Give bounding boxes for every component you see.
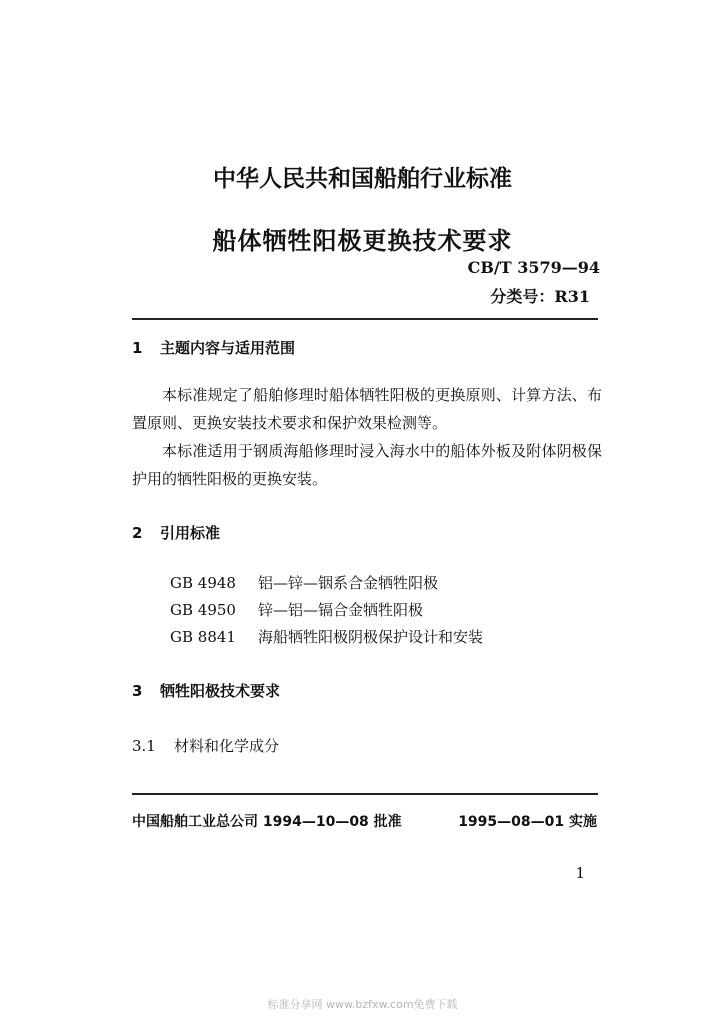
watermark-text: 标准分享网 www.bzfxw.com免费下载 (267, 998, 458, 1011)
section-2-heading (132, 522, 220, 543)
reference-item (170, 599, 423, 620)
reference-item (170, 626, 483, 647)
reference-code: GB 4948 (170, 574, 236, 592)
reference-code: GB 4950 (170, 601, 236, 619)
paragraph: 本标准规定了船舶修理时船体牺牲阳极的更换原则、计算方法、布置原则、更换安装技术要求和保护效果检测等。 (132, 386, 602, 432)
reference-title: 铝—锌—铟系合金牺牲阳极 (258, 574, 439, 592)
section-1-title: 主题内容与适用范围 (160, 339, 296, 357)
reference-code: GB 8841 (170, 628, 236, 646)
footer-divider (132, 793, 598, 795)
section-3-heading (132, 680, 280, 701)
approval-line: 中国船舶工业总公司 1994—10—08 批准 (132, 814, 402, 830)
header-divider (132, 318, 598, 320)
reference-item (170, 572, 438, 593)
reference-title: 海船牺牲阳极阴极保护设计和安装 (258, 628, 484, 646)
section-1-heading (132, 337, 295, 358)
document-title: 船体牺牲阳极更换技术要求 (212, 227, 513, 255)
section-2-number: 2 (132, 524, 143, 542)
section-3-1-heading (132, 735, 279, 756)
section-1-number: 1 (132, 339, 143, 357)
section-3-1-title: 材料和化学成分 (174, 737, 280, 755)
section-1-body (132, 381, 602, 493)
paragraph: 本标准适用于钢质海船修理时浸入海水中的船体外板及附体阴极保护用的牺牲阳极的更换安装。 (132, 442, 602, 488)
issuing-organization: 中华人民共和国船舶行业标准 (213, 166, 512, 192)
section-2-title: 引用标准 (160, 524, 221, 542)
section-3-title: 牺牲阳极技术要求 (160, 682, 281, 700)
standard-code: CB/T 3579—94 (467, 258, 600, 277)
section-3-number: 3 (132, 682, 143, 700)
section-3-1-number: 3.1 (132, 737, 156, 755)
reference-title: 锌—铝—镉合金牺牲阳极 (258, 601, 424, 619)
page-number: 1 (575, 864, 585, 882)
classification-number: 分类号：R31 (490, 287, 590, 306)
implementation-date: 1995—08—01 实施 (458, 814, 597, 830)
